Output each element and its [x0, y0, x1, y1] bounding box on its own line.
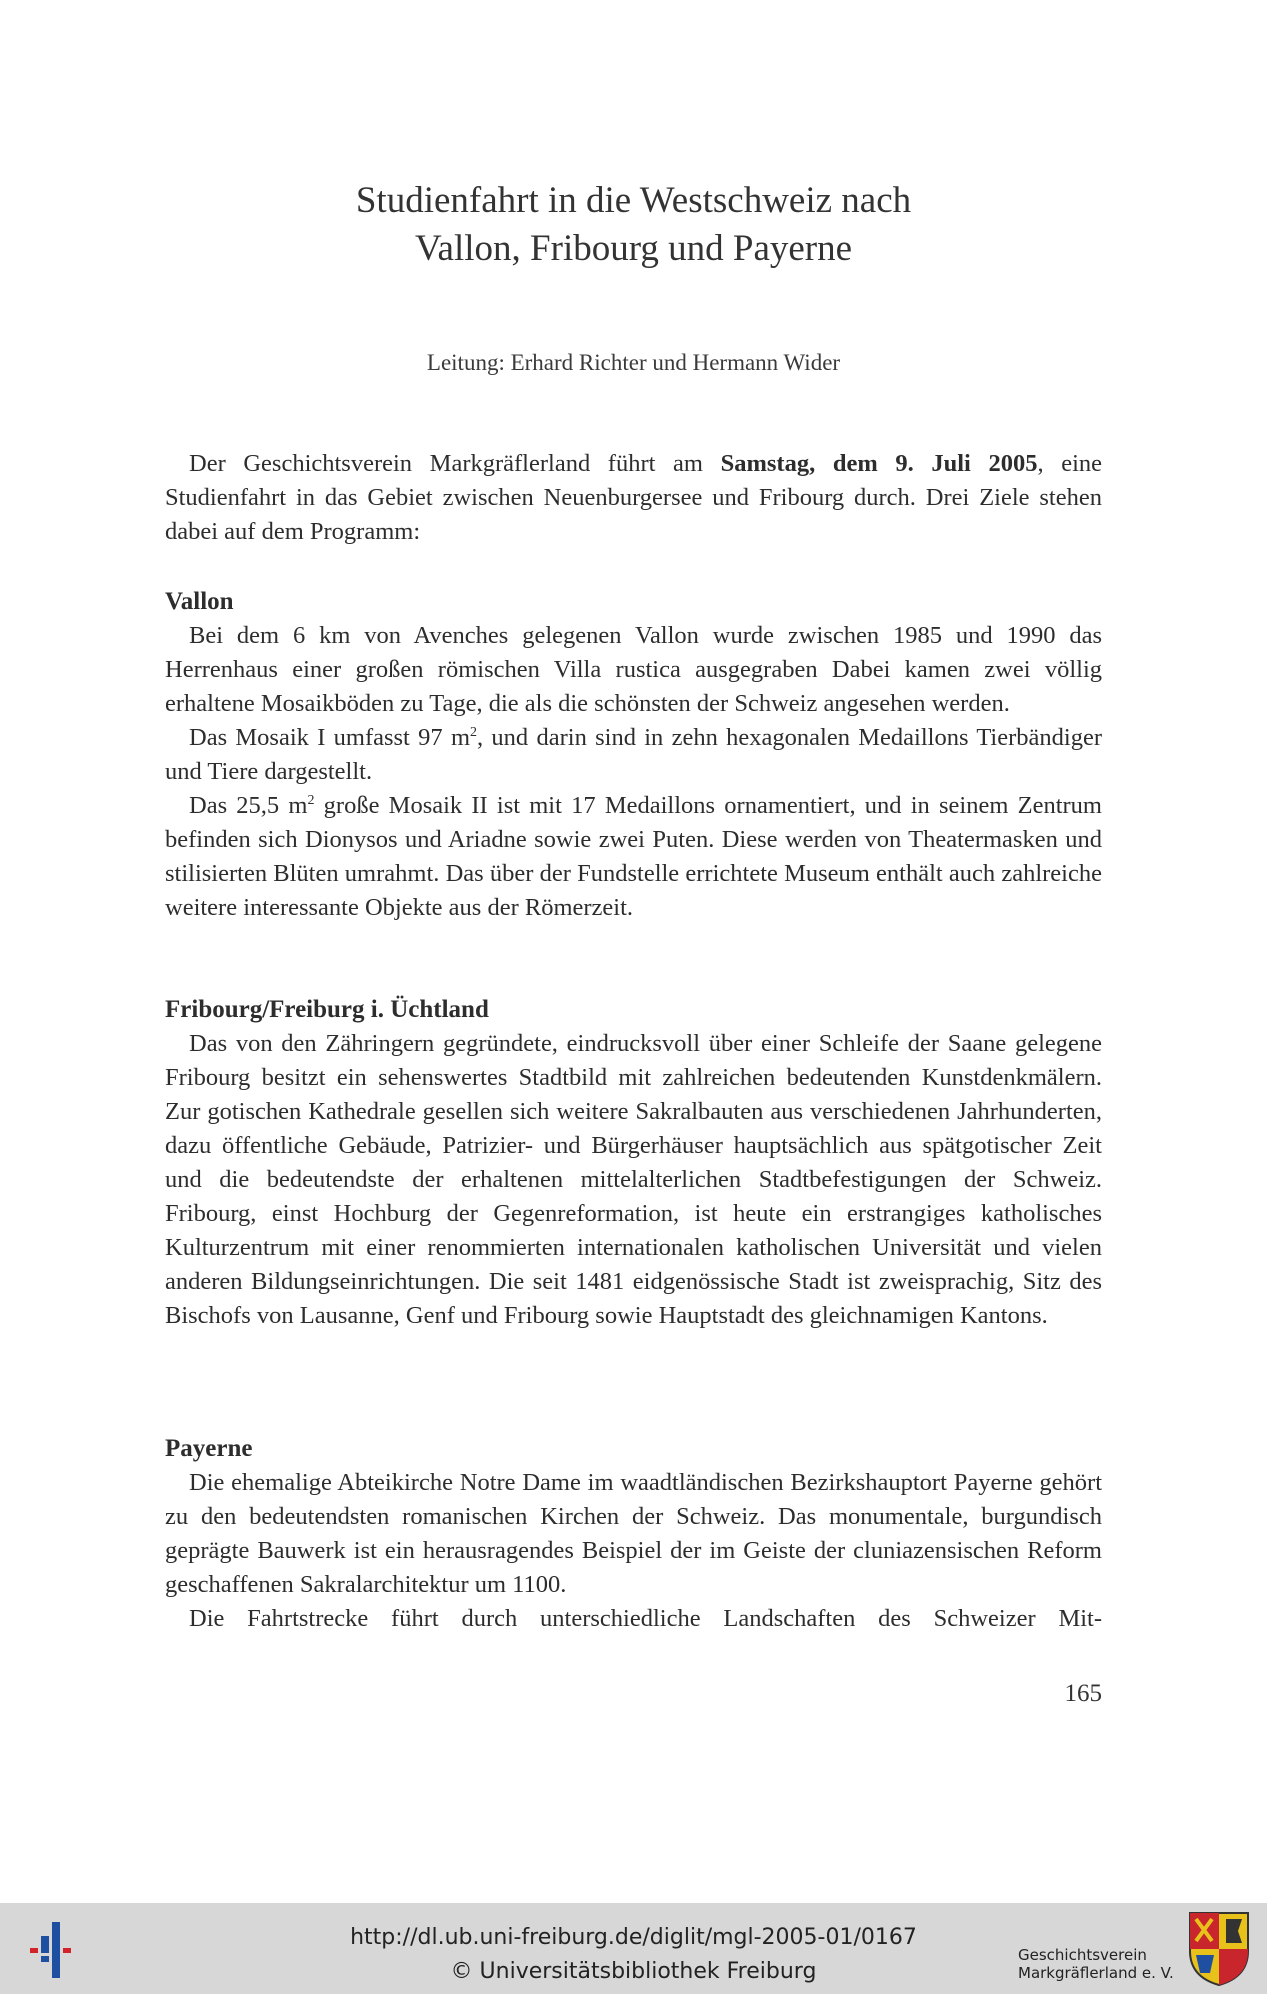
vallon-p2-text-b: , und darin sind in zehn hexagonalen Medaillons Tierbändiger und Tiere dargestellt. — [165, 724, 1102, 785]
payerne-heading: Payerne — [165, 1435, 253, 1462]
vallon-paragraph-1: Bei dem 6 km von Avenches gelegenen Vallon wurde zwischen 1985 und 1990 das Herrenhaus einer großen römischen Villa rustica ausgegraben Dabei kamen zwei völlig erhaltene Mosaikböden zu Tage, die als die schönsten der Schweiz angesehen werden. — [165, 622, 1102, 717]
vallon-p3-text-b: große Mosaik II ist mit 17 Medaillons ornamentiert, und in seinem Zentrum befinden sich Dionysos und Ariadne sowie zwei Puten. Diese werden von Theatermasken und stilisierten Blüten umrahmt. Das über der Fundstelle errichtete Museum enthält auch zahlreiche weitere interessante Objekte aus der Römerzeit. — [165, 792, 1102, 921]
leitung-line: Leitung: Erhard Richter und Hermann Wider — [426, 350, 841, 375]
fribourg-section — [165, 993, 1102, 1333]
title-line-1: Studienfahrt in die Westschweiz nach — [355, 180, 912, 221]
intro-paragraph — [165, 447, 1102, 549]
footer-bar — [0, 1903, 1267, 1994]
coat-of-arms-icon — [1188, 1911, 1250, 1987]
footer-copyright: © Universitätsbibliothek Freiburg — [450, 1959, 817, 1984]
intro-text-after: , eine Studienfahrt in das Gebiet zwischen Neuenburgersee und Fribourg durch. Drei Ziele stehen dabei auf dem Programm: — [165, 450, 1102, 545]
payerne-section — [165, 1432, 1102, 1636]
vallon-p3-superscript: 2 — [307, 792, 315, 808]
intro-text-before: Der Geschichtsverein Markgräflerland führt am — [189, 450, 721, 477]
payerne-paragraph-1: Die ehemalige Abteikirche Notre Dame im waadtländischen Bezirkshauptort Payerne gehört zu den bedeutendsten romanischen Kirchen der Schweiz. Das monumentale, burgundisch geprägte Bauwerk ist ein herausragendes Beispiel der im Geiste der cluniazensischen Reform geschaffenen Sakralarchitektur um 1100. — [165, 1469, 1102, 1598]
vallon-p3-text-a: Das 25,5 m — [189, 792, 308, 819]
org-name-line-1: Geschichtsverein — [1018, 1946, 1147, 1964]
title-line-2: Vallon, Fribourg und Payerne — [414, 228, 853, 269]
vallon-heading: Vallon — [165, 588, 234, 615]
payerne-paragraph-2: Die Fahrtstrecke führt durch unterschiedliche Landschaften des Schweizer Mit- — [189, 1605, 1102, 1632]
vallon-paragraph-3 — [165, 789, 1102, 925]
fribourg-paragraph: Das von den Zähringern gegründete, eindrucksvoll über einer Schleife der Saane gelegene Fribourg besitzt ein sehenswertes Stadtbild mit zahlreichen bedeutenden Kunstdenkmälern. Zur gotischen Kathedrale gesellen sich weitere Sakralbauten aus verschiedenen Jahrhunderten, dazu öffentliche Gebäude, Patrizier- und Bürgerhäuser hauptsächlich aus spätgotischer Zeit und die bedeutendste der erhaltenen mittelalterlichen Stadtbefestigungen der Schweiz. Fribourg, einst Hochburg der Gegenreformation, ist heute ein erstrangiges katholisches Kulturzentrum mit einer renommierten internationalen katholischen Universität und vielen anderen Bildungseinrichtungen. Die seit 1481 eidgenössische Stadt ist zweisprachig, Sitz des Bischofs von Lausanne, Genf und Fribourg sowie Hauptstadt des gleichnamigen Kantons. — [165, 1030, 1102, 1329]
intro-date: Samstag, dem 9. Juli 2005 — [720, 450, 1038, 477]
intro-section — [165, 447, 1102, 549]
page-title — [0, 177, 1267, 273]
footer-url-link[interactable]: http://dl.ub.uni-freiburg.de/diglit/mgl-2005-01/0167 — [350, 1925, 917, 1950]
org-name — [1018, 1946, 1178, 1982]
vallon-section — [165, 585, 1102, 925]
vallon-paragraph-2 — [165, 721, 1102, 789]
page-number: 165 — [1064, 1680, 1102, 1707]
vallon-p2-text-a: Das Mosaik I umfasst 97 m — [189, 724, 471, 751]
org-name-line-2: Markgräflerland e. V. — [1018, 1964, 1174, 1982]
vallon-p2-superscript: 2 — [470, 724, 478, 740]
fribourg-heading: Fribourg/Freiburg i. Üchtland — [165, 996, 489, 1023]
